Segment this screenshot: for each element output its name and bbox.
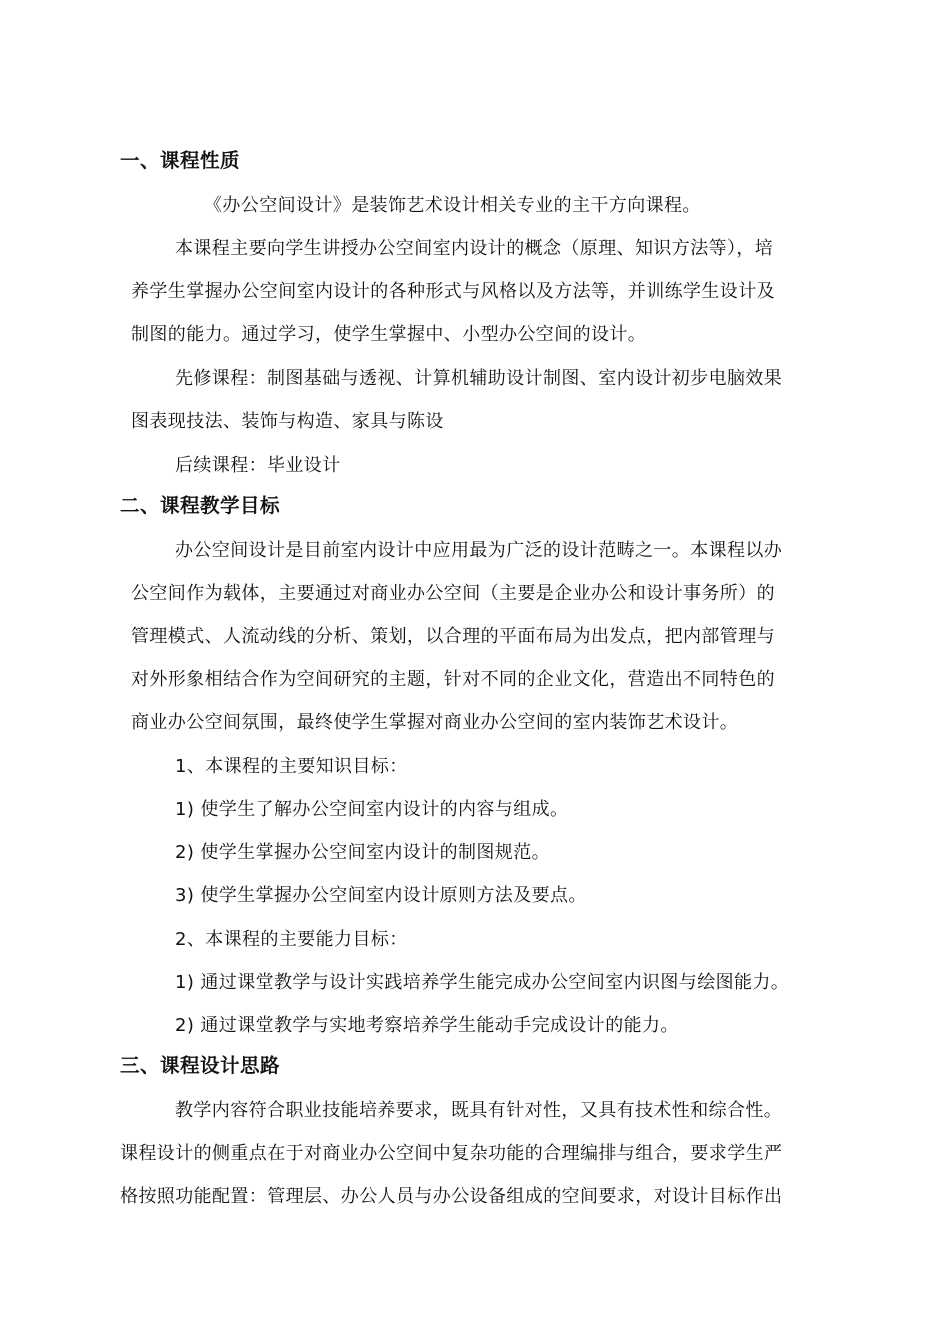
section-heading-nature: 一、课程性质	[120, 149, 241, 172]
paragraph-line: 课程设计的侧重点在于对商业办公空间中复杂功能的合理编排与组合，要求学生严	[120, 1143, 783, 1164]
list-heading: 2、本课程的主要能力目标：	[175, 929, 408, 950]
paragraph-line: 先修课程：制图基础与透视、计算机辅助设计制图、室内设计初步电脑效果	[175, 368, 783, 389]
list-item: 1) 通过课堂教学与设计实践培养学生能完成办公空间室内识图与绘图能力。	[175, 972, 790, 993]
paragraph-line: 本课程主要向学生讲授办公空间室内设计的概念（原理、知识方法等），培	[175, 238, 774, 259]
paragraph-line: 养学生掌握办公空间室内设计的各种形式与风格以及方法等，并训练学生设计及	[131, 281, 775, 302]
paragraph-line: 对外形象相结合作为空间研究的主题，针对不同的企业文化，营造出不同特色的	[131, 669, 775, 690]
section-heading-design-approach: 三、课程设计思路	[120, 1054, 281, 1077]
paragraph-line: 公空间作为载体，主要通过对商业办公空间（主要是企业办公和设计事务所）的	[131, 583, 775, 604]
paragraph-line: 教学内容符合职业技能培养要求，既具有针对性，又具有技术性和综合性。	[175, 1100, 783, 1121]
list-item: 2) 通过课堂教学与实地考察培养学生能动手完成设计的能力。	[175, 1015, 679, 1036]
paragraph-line: 管理模式、人流动线的分析、策划，以合理的平面布局为出发点，把内部管理与	[131, 626, 775, 647]
paragraph-line: 商业办公空间氛围，最终使学生掌握对商业办公空间的室内装饰艺术设计。	[131, 712, 739, 733]
list-item: 1) 使学生了解办公空间室内设计的内容与组成。	[175, 799, 569, 820]
paragraph-line: 《办公空间设计》是装饰艺术设计相关专业的主干方向课程。	[204, 195, 701, 216]
paragraph-line: 图表现技法、装饰与构造、家具与陈设	[131, 411, 444, 432]
paragraph-line: 格按照功能配置：管理层、办公人员与办公设备组成的空间要求，对设计目标作出	[120, 1186, 783, 1207]
section-heading-objectives: 二、课程教学目标	[120, 494, 281, 517]
paragraph-line: 制图的能力。通过学习，使学生掌握中、小型办公空间的设计。	[131, 324, 647, 345]
list-item: 2) 使学生掌握办公空间室内设计的制图规范。	[175, 842, 550, 863]
list-item: 3) 使学生掌握办公空间室内设计原则方法及要点。	[175, 885, 587, 906]
list-heading: 1、本课程的主要知识目标：	[175, 756, 408, 777]
paragraph-line: 办公空间设计是目前室内设计中应用最为广泛的设计范畴之一。本课程以办	[175, 540, 783, 561]
paragraph-line: 后续课程：毕业设计	[175, 455, 341, 476]
